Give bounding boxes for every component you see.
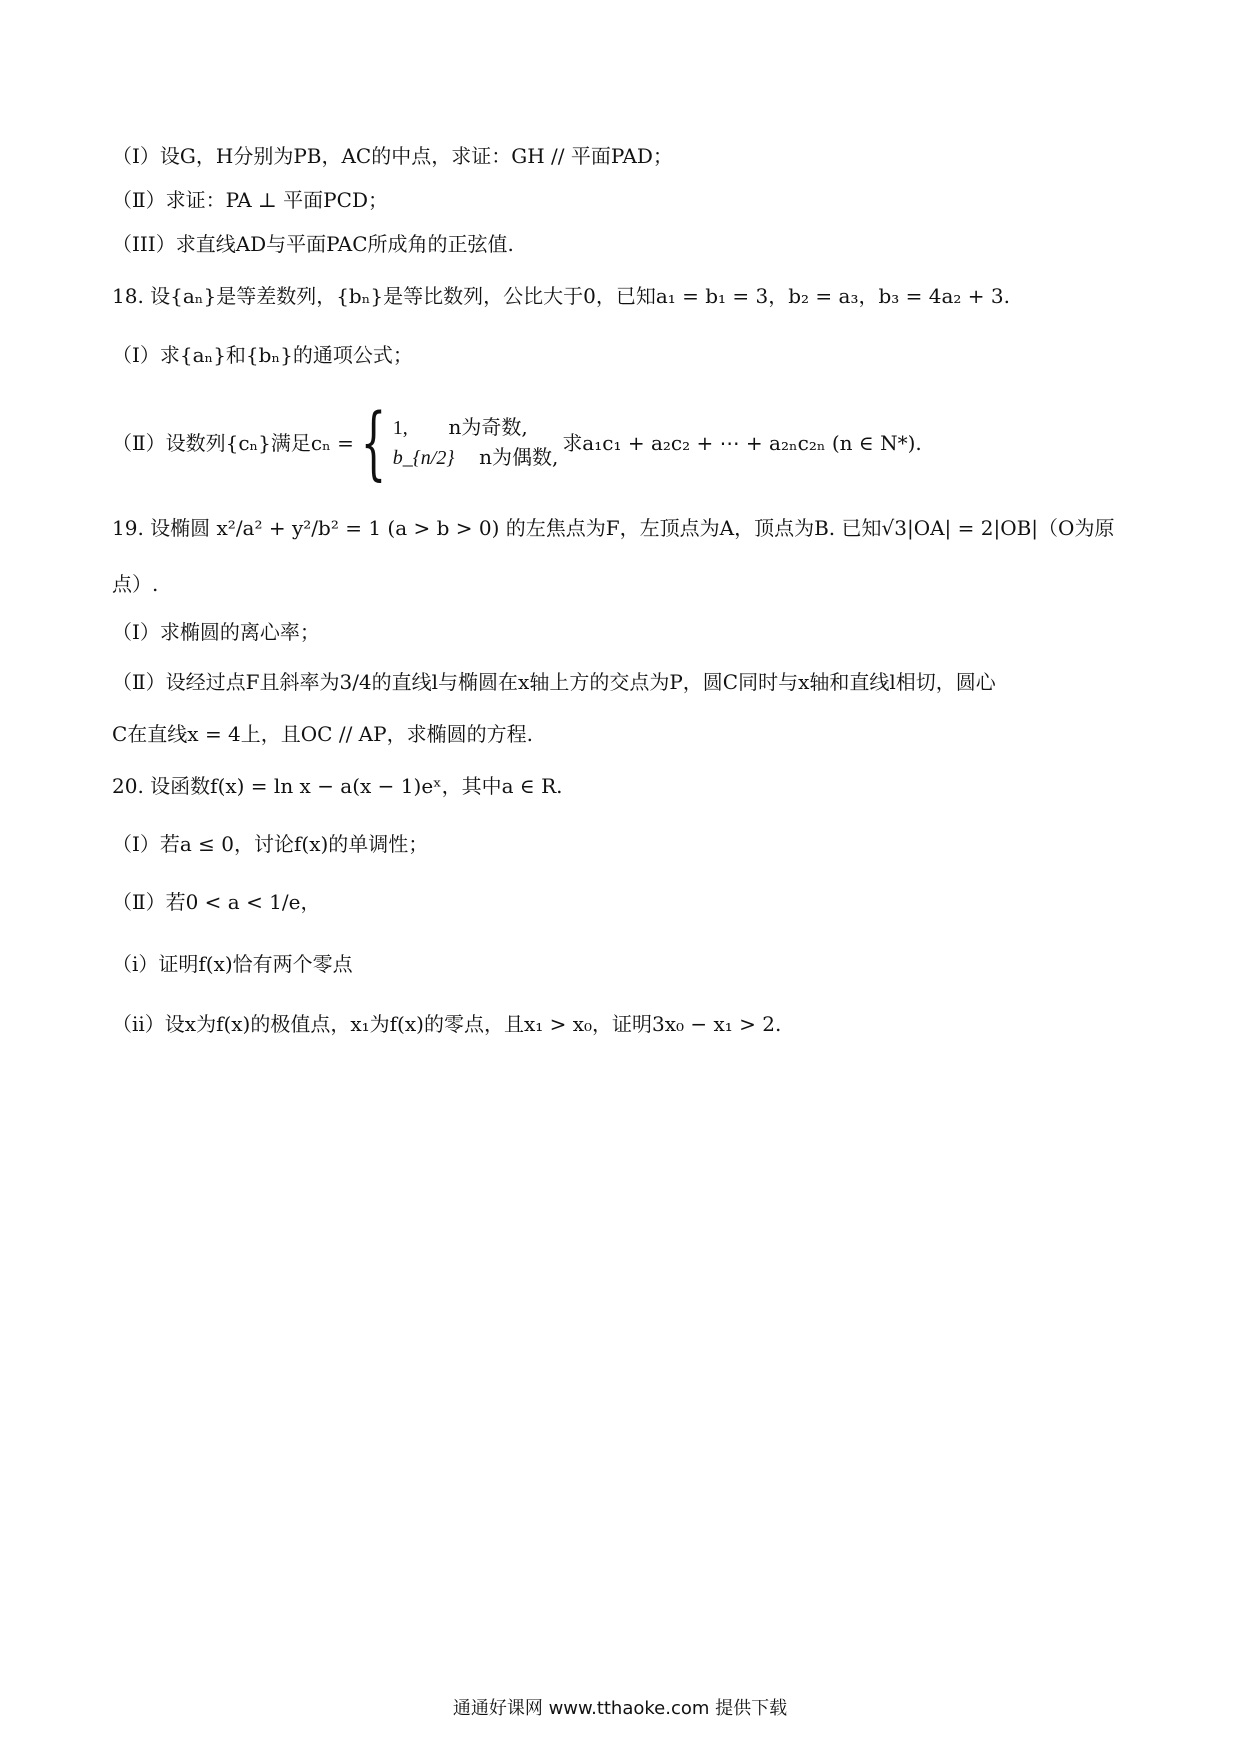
- q20-part-1: （Ⅰ）若a ≤ 0，讨论f(x)的单调性；: [112, 832, 429, 856]
- q18-stem: 18. 设{aₙ}是等差数列，{bₙ}是等比数列，公比大于0，已知a₁ = b₁ = 3，b₂ = a₃，b₃ = 4a₂ + 3.: [112, 284, 1010, 308]
- q19-part-2-line-1: （Ⅱ）设经过点F且斜率为3/4的直线l与椭圆在x轴上方的交点为P，圆C同时与x轴和直线l相切，圆心: [112, 670, 996, 694]
- case-2-cond: n为偶数,: [479, 445, 559, 469]
- case-1-value: 1,: [392, 417, 408, 439]
- q19-part-1: （Ⅰ）求椭圆的离心率；: [112, 620, 320, 644]
- q20-part-2-ii: （ii）设x为f(x)的极值点，x₁为f(x)的零点，且x₁ > x₀，证明3x₀ − x₁ > 2.: [112, 1012, 782, 1036]
- q18-part-2: [112, 398, 1128, 488]
- q20-part-2: （Ⅱ）若0 < a < 1/e，: [112, 890, 321, 914]
- piecewise-cases: [393, 413, 559, 473]
- q19-stem-line-1: 19. 设椭圆 x²/a² + y²/b² = 1 (a > b > 0) 的左焦点为F，左顶点为A，顶点为B. 已知√3|OA| = 2|OB|（O为原: [112, 516, 1115, 540]
- q20-stem: 20. 设函数f(x) = ln x − a(x − 1)eˣ，其中a ∈ R.: [112, 774, 563, 798]
- q18-part-2-lead: （Ⅱ）设数列{cₙ}满足cₙ =: [112, 431, 354, 455]
- footer-credit: 通通好课网 www.tthaoke.com 提供下载: [452, 1698, 788, 1719]
- left-brace-icon: {: [360, 396, 387, 489]
- q17-part-2: （Ⅱ）求证：PA ⊥ 平面PCD；: [112, 188, 388, 212]
- q17-part-1: （Ⅰ）设G，H分别为PB，AC的中点，求证：GH // 平面PAD；: [112, 144, 673, 168]
- case-1: [393, 413, 559, 443]
- q19-part-2-line-2: C在直线x = 4上，且OC // AP，求椭圆的方程.: [112, 722, 533, 746]
- case-1-cond: n为奇数,: [448, 415, 528, 439]
- case-2: [393, 443, 559, 473]
- case-2-value: b_{n/2}: [392, 447, 455, 469]
- q17-part-3: （III）求直线AD与平面PAC所成角的正弦值.: [112, 232, 514, 256]
- q20-part-2-i: （i）证明f(x)恰有两个零点: [112, 952, 353, 976]
- q19-stem-line-2: 点）.: [112, 572, 159, 596]
- q18-part-1: （Ⅰ）求{aₙ}和{bₙ}的通项公式；: [112, 343, 413, 367]
- q18-part-2-tail: 求a₁c₁ + a₂c₂ + ⋯ + a₂ₙc₂ₙ (n ∈ N*).: [562, 431, 922, 455]
